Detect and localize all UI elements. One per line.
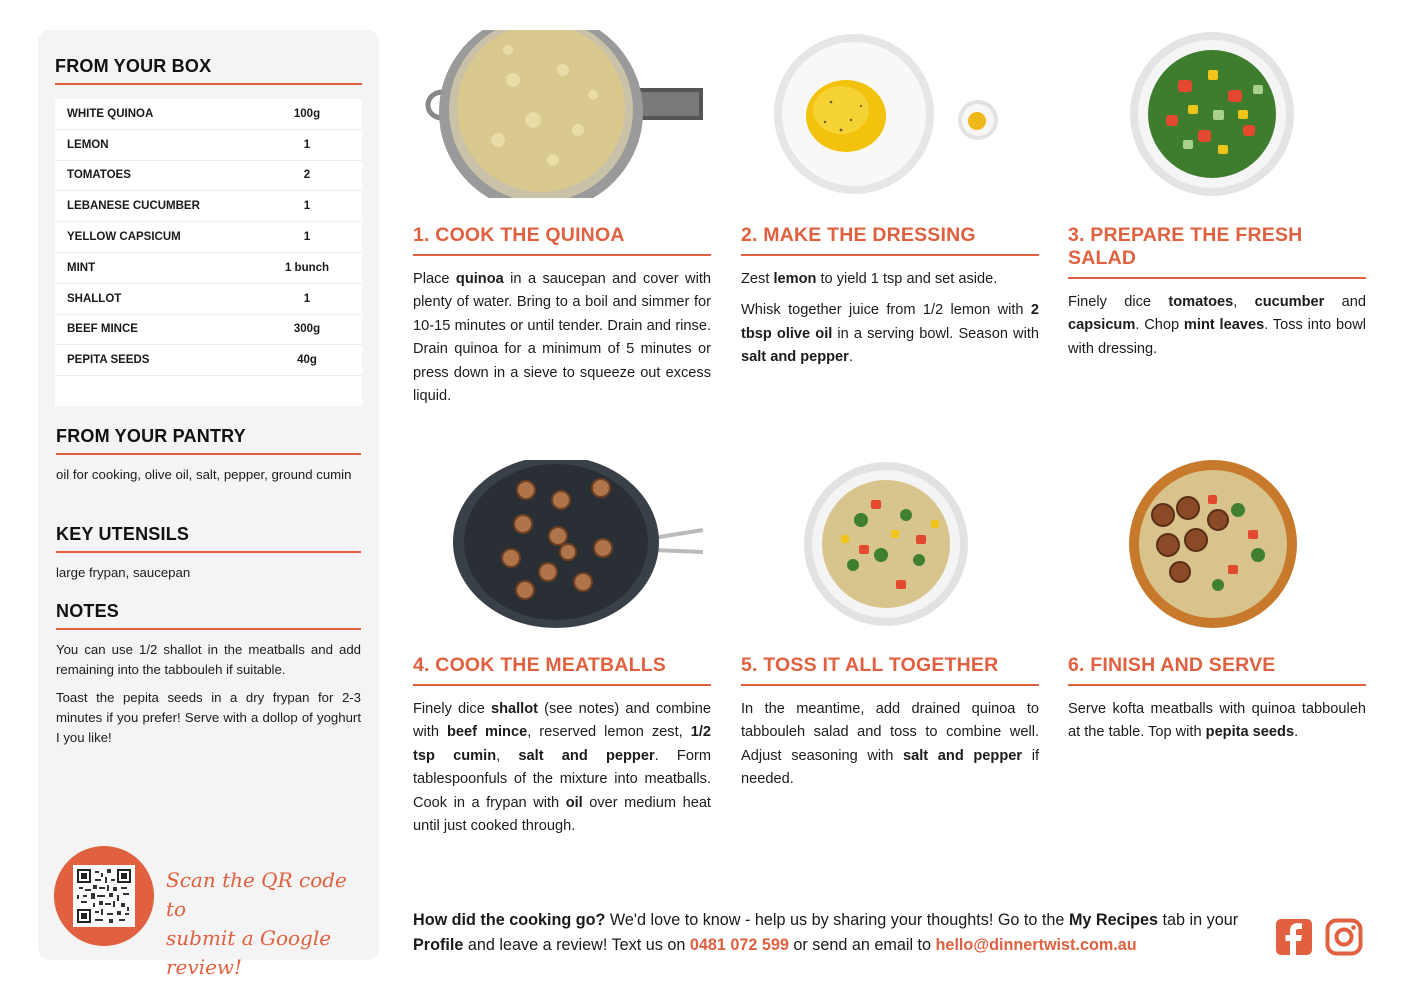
ingredient-qty: 2 <box>303 169 311 182</box>
phone-link[interactable]: 0481 072 599 <box>689 936 789 954</box>
step-6-text: Serve kofta meatballs with quinoa tabbouleh at the table. Top with pepita seeds. <box>1068 701 1366 741</box>
utensils-text: large frypan, saucepan <box>56 565 191 580</box>
step-4-title: 4. COOK THE MEATBALLS <box>413 654 711 686</box>
ingredient-qty: 1 <box>303 200 311 213</box>
ingredient-row <box>55 284 362 315</box>
step-3-text: Finely dice tomatoes, cucumber and capsicum. Chop mint leaves. Toss into bowl with dressing. <box>1068 294 1367 357</box>
utensils-heading: KEY UTENSILS <box>56 524 361 553</box>
step-2 <box>741 30 1039 370</box>
tabbouleh-bowl-photo <box>741 460 1039 628</box>
step-1 <box>413 30 711 408</box>
ingredient-row <box>55 315 362 346</box>
pantry-section <box>56 426 361 485</box>
ingredient-row <box>55 99 362 130</box>
ingredient-name: WHITE QUINOA <box>67 107 154 120</box>
qr-line-1: Scan the QR code to <box>166 868 347 921</box>
qr-code-badge[interactable] <box>54 846 154 946</box>
feedback-question: How did the cooking go? <box>413 911 606 929</box>
step-5-text: In the meantime, add drained quinoa to tabbouleh salad and toss to combine well. Adjust seasoning with salt and pepper if needed. <box>741 701 1039 788</box>
ingredient-name: BEEF MINCE <box>67 323 138 336</box>
step-3-title: 3. PREPARE THE FRESH SALAD <box>1068 224 1366 279</box>
notes-paragraph: Toast the pepita seeds in a dry frypan for 2-3 minutes if you prefer! Serve with a dollop of yoghurt I you like! <box>56 690 361 745</box>
instagram-icon[interactable] <box>1325 918 1363 956</box>
step-6-title: 6. FINISH AND SERVE <box>1068 654 1366 686</box>
ingredient-qty: 1 <box>303 292 311 305</box>
pantry-text: oil for cooking, olive oil, salt, pepper, ground cumin <box>56 467 352 482</box>
step-2-text-2: Whisk together juice from 1/2 lemon with 2 tbsp olive oil in a serving bowl. Season with salt and pepper. <box>741 302 1039 366</box>
step-1-title: 1. COOK THE QUINOA <box>413 224 711 256</box>
profile-link[interactable]: Profile <box>413 936 464 954</box>
quinoa-pot-photo <box>413 30 711 198</box>
finished-dish-photo <box>1068 460 1366 628</box>
notes-section <box>56 601 361 748</box>
step-2-text-1: Zest lemon to yield 1 tsp and set aside. <box>741 271 998 287</box>
step-5 <box>741 460 1039 792</box>
ingredient-name: MINT <box>67 261 96 274</box>
ingredient-row <box>55 191 362 222</box>
ingredient-qty: 40g <box>297 354 317 367</box>
notes-heading: NOTES <box>56 601 361 630</box>
ingredient-qty: 100g <box>293 107 321 120</box>
step-6 <box>1068 460 1366 745</box>
salad-bowl-photo <box>1068 30 1366 198</box>
dressing-bowl-photo <box>741 30 1039 198</box>
ingredients-table <box>55 99 362 406</box>
ingredient-name: LEMON <box>67 138 109 151</box>
notes-paragraph: You can use 1/2 shallot in the meatballs and add remaining into the tabbouleh if suitable. <box>56 642 361 677</box>
ingredient-qty: 300g <box>293 323 321 336</box>
qr-code-icon <box>73 865 135 927</box>
email-link[interactable]: hello@dinnertwist.com.au <box>935 936 1137 954</box>
ingredient-qty: 1 <box>303 138 311 151</box>
qr-line-2: submit a Google review! <box>166 926 332 979</box>
ingredient-name: LEBANESE CUCUMBER <box>67 200 200 213</box>
step-2-title: 2. MAKE THE DRESSING <box>741 224 1039 256</box>
from-your-box-heading: FROM YOUR BOX <box>55 56 362 85</box>
ingredient-row <box>55 253 362 284</box>
meatballs-pan-photo <box>413 460 711 628</box>
ingredient-row <box>55 345 362 376</box>
ingredient-name: PEPITA SEEDS <box>67 354 150 367</box>
step-4-text: Finely dice shallot (see notes) and combine with beef mince, reserved lemon zest, 1/2 tsp cumin, salt and pepper. Form tablespoonfuls of the mixture into meatballs. Cook in a frypan with oil over medium heat until just cooked through. <box>413 701 711 835</box>
step-3 <box>1068 30 1366 361</box>
facebook-icon[interactable] <box>1275 918 1313 956</box>
ingredient-name: SHALLOT <box>67 292 122 305</box>
utensils-section <box>56 524 361 583</box>
ingredient-table-spacer <box>55 376 362 406</box>
step-5-title: 5. TOSS IT ALL TOGETHER <box>741 654 1039 686</box>
pantry-heading: FROM YOUR PANTRY <box>56 426 361 455</box>
qr-review-text <box>166 866 371 982</box>
step-4 <box>413 460 711 838</box>
ingredient-row <box>55 161 362 192</box>
ingredient-qty: 1 bunch <box>284 261 330 274</box>
my-recipes-link[interactable]: My Recipes <box>1068 911 1159 929</box>
ingredients-sidebar <box>38 30 379 979</box>
step-1-text: Place quinoa in a saucepan and cover with plenty of water. Bring to a boil and simmer for 10-15 minutes or until tender. Drain and rinse. Drain quinoa for a minimum of 5 minutes or press down in a sieve to squeeze out excess liquid. <box>413 271 711 405</box>
ingredient-row <box>55 222 362 253</box>
ingredient-row <box>55 130 362 161</box>
ingredient-name: TOMATOES <box>67 169 131 182</box>
feedback-footer: How did the cooking go? We'd love to know - help us by sharing your thoughts! Go to the My Recipes tab in your Profile and leave a review! Text us on 0481 072 599 or send an email to hello@dinnertwist.com.au <box>413 911 1239 954</box>
ingredient-qty: 1 <box>303 231 311 244</box>
ingredient-name: YELLOW CAPSICUM <box>67 231 181 244</box>
